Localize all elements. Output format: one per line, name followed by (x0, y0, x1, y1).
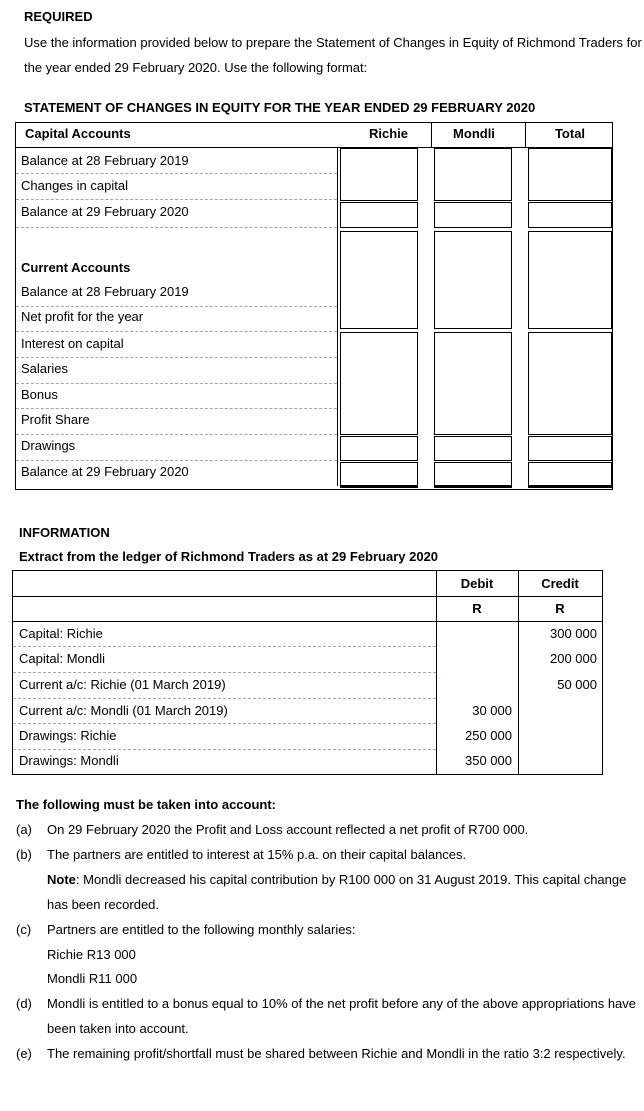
total-current-box-3 (528, 436, 612, 461)
note-d-text-1: Mondli is entitled to a bonus equal to 10% of the net profit before any of the above appropriations have (47, 996, 637, 1011)
capital-row-closing: Balance at 29 February 2020 (21, 204, 189, 219)
note-d-text-2: been taken into account. (47, 1021, 189, 1036)
note-c-richie: Richie R13 000 (47, 947, 136, 962)
col-total: Total (554, 126, 586, 141)
ledger-row-label: Drawings: Richie (19, 728, 117, 743)
ledger-row-label: Current a/c: Mondli (01 March 2019) (19, 703, 228, 718)
current-accounts-heading: Current Accounts (21, 260, 131, 275)
current-row-bonus: Bonus (21, 387, 58, 402)
note-b-note-text: : Mondli decreased his capital contribution by R100 000 on 31 August 2019. This capital change (75, 872, 627, 887)
richie-current-box-2 (340, 332, 418, 435)
richie-current-box-1 (340, 231, 418, 329)
richie-current-box-3 (340, 436, 418, 461)
col-credit: Credit (541, 576, 579, 591)
richie-capital-total-box (340, 202, 418, 228)
note-b-note-text-2: has been recorded. (47, 897, 160, 912)
note-c-mondli: Mondli R11 000 (47, 971, 138, 986)
total-capital-box (528, 148, 612, 201)
statement-table (15, 122, 613, 490)
current-row-salaries: Salaries (21, 361, 68, 376)
note-a-marker: (a) (16, 822, 32, 837)
total-current-box-2 (528, 332, 612, 435)
mondli-current-box-3 (434, 436, 512, 461)
mondli-capital-box (434, 148, 512, 201)
note-c-text: Partners are entitled to the following monthly salaries: (47, 922, 356, 937)
total-current-total-box (528, 462, 612, 488)
mondli-current-total-box (434, 462, 512, 488)
capital-row-changes: Changes in capital (21, 178, 128, 193)
current-row-net-profit: Net profit for the year (21, 309, 144, 324)
note-c-marker: (c) (16, 922, 32, 937)
richie-current-total-box (340, 462, 418, 488)
note-e-text: The remaining profit/shortfall must be shared between Richie and Mondli in the ratio 3:2 respectively. (47, 1046, 626, 1061)
col-richie: Richie (368, 126, 408, 141)
credit-currency: R (555, 601, 565, 616)
information-subheading: Extract from the ledger of Richmond Traders as at 29 February 2020 (19, 549, 439, 564)
current-row-profit-share: Profit Share (21, 412, 90, 427)
note-a-text: On 29 February 2020 the Profit and Loss account reflected a net profit of R700 000. (47, 822, 529, 837)
total-current-box-1 (528, 231, 612, 329)
ledger-row-debit: 30 000 (472, 703, 512, 718)
ledger-row-label: Capital: Mondli (19, 651, 105, 666)
debit-currency: R (472, 601, 482, 616)
note-d-marker: (d) (16, 996, 32, 1011)
col-mondli: Mondli (453, 126, 495, 141)
mondli-current-box-1 (434, 231, 512, 329)
ledger-row-credit: 300 000 (550, 626, 597, 641)
required-instruction-2: the year ended 29 February 2020. Use the following format: (24, 60, 368, 75)
ledger-row-credit: 200 000 (550, 651, 597, 666)
notes-heading: The following must be taken into account: (16, 797, 277, 812)
current-row-interest: Interest on capital (21, 336, 124, 351)
ledger-table (12, 570, 603, 775)
note-b-note (47, 872, 626, 887)
required-heading: REQUIRED (24, 9, 93, 24)
current-row-opening: Balance at 28 February 2019 (21, 284, 189, 299)
ledger-row-label: Drawings: Mondli (19, 753, 119, 768)
note-b-marker: (b) (16, 847, 32, 862)
note-b-text: The partners are entitled to interest at 15% p.a. on their capital balances. (47, 847, 467, 862)
richie-capital-box (340, 148, 418, 201)
ledger-row-label: Capital: Richie (19, 626, 103, 641)
statement-title: STATEMENT OF CHANGES IN EQUITY FOR THE YEAR ENDED 29 FEBRUARY 2020 (24, 100, 536, 115)
ledger-row-debit: 350 000 (465, 753, 512, 768)
information-heading: INFORMATION (19, 525, 110, 540)
ledger-row-debit: 250 000 (465, 728, 512, 743)
current-row-drawings: Drawings (21, 438, 76, 453)
col-capital-accounts: Capital Accounts (25, 126, 131, 141)
note-e-marker: (e) (16, 1046, 32, 1061)
col-debit: Debit (460, 576, 494, 591)
note-b-note-label: Note (47, 872, 76, 887)
required-instruction-1: Use the information provided below to prepare the Statement of Changes in Equity of Richmond Traders for (24, 35, 642, 50)
total-capital-total-box (528, 202, 612, 228)
ledger-row-label: Current a/c: Richie (01 March 2019) (19, 677, 226, 692)
current-row-closing: Balance at 29 February 2020 (21, 464, 189, 479)
mondli-current-box-2 (434, 332, 512, 435)
mondli-capital-total-box (434, 202, 512, 228)
capital-row-opening: Balance at 28 February 2019 (21, 153, 189, 168)
ledger-row-credit: 50 000 (557, 677, 597, 692)
